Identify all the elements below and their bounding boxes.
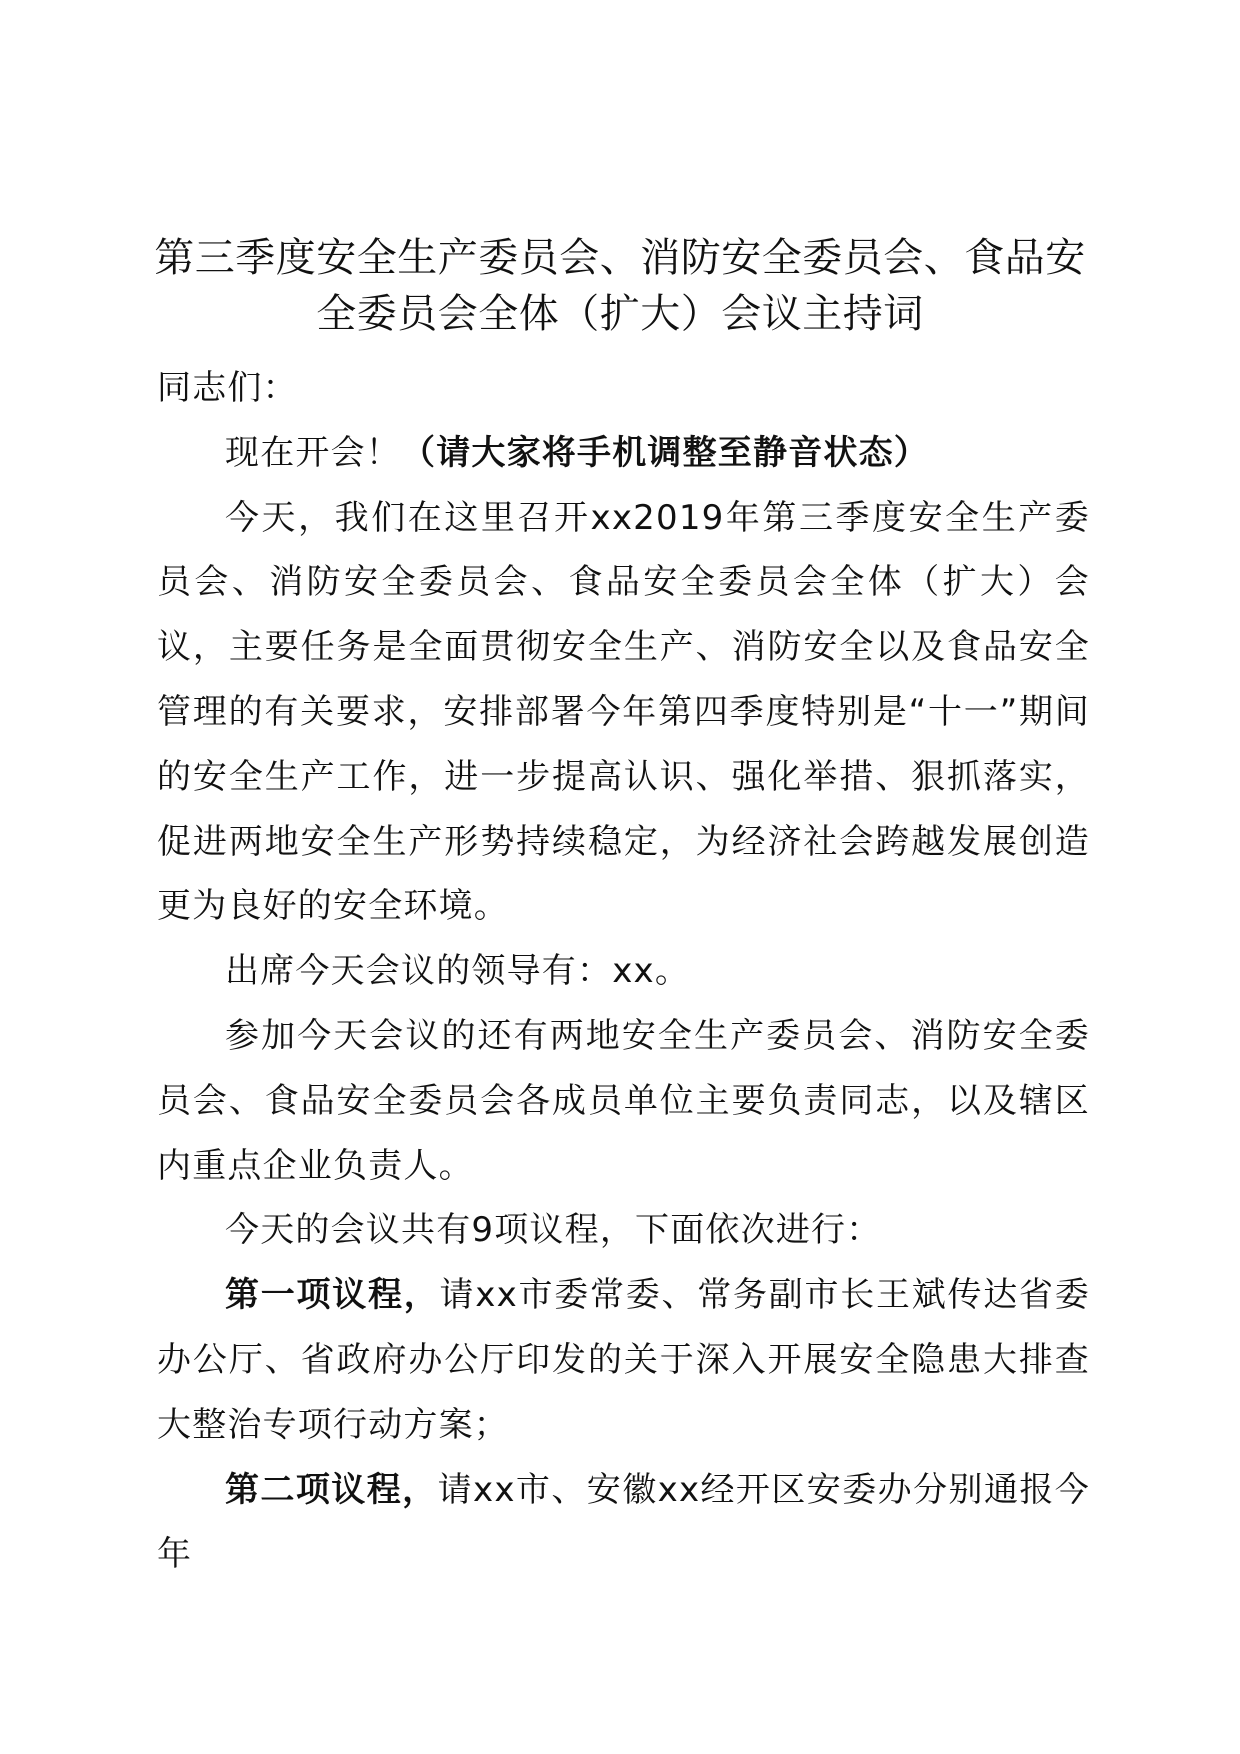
paragraph-open-meeting — [157, 421, 1090, 486]
phone-silent-notice: （请大家将手机调整至静音状态） — [401, 432, 929, 473]
paragraph-agenda-item-1 — [157, 1263, 1090, 1457]
agenda-item-text: 请xx市委常委、常务副市长王斌传达省委办公厅、省政府办公厅印发的关于深入开展安全隐患大排查大整治专项行动方案； — [157, 1275, 1090, 1445]
agenda-item-text: 请xx市、安徽xx经开区安委办分别通报今年 — [157, 1469, 1091, 1575]
agenda-item-label: 第一项议程， — [225, 1275, 440, 1316]
paragraph-text: 今天，我们在这里召开xx2019年第三季度安全生产委员会、消防安全委员会、食品安全委员会全体（扩大）会议，主要任务是全面贯彻安全生产、消防安全以及食品安全管理的有关要求，安排部署今年第四季度特别是“十一”期间的安全生产工作，进一步提高认识、强化举措、狠抓落实，促进两地安全生产形势持续稳定，为经济社会跨越发展创造更为良好的安全环境。 — [157, 497, 1090, 927]
paragraph-text: 参加今天会议的还有两地安全生产委员会、消防安全委员会、食品安全委员会各成员单位主要负责同志，以及辖区内重点企业负责人。 — [157, 1015, 1090, 1186]
paragraph-text: 出席今天会议的领导有：xx。 — [225, 951, 691, 992]
document-body — [157, 356, 1090, 1587]
paragraph-agenda-intro — [157, 1198, 1090, 1263]
paragraph-participants — [157, 1004, 1090, 1198]
document-title: 第三季度安全生产委员会、消防安全委员会、食品安全委员会全体（扩大）会议主持词 — [154, 235, 1086, 337]
salutation: 同志们： — [157, 368, 298, 408]
paragraph-attending-leaders — [157, 939, 1090, 1004]
paragraph-meeting-purpose — [157, 486, 1090, 940]
paragraph-text: 今天的会议共有9项议程，下面依次进行： — [225, 1210, 882, 1251]
agenda-item-label: 第二项议程， — [225, 1469, 438, 1510]
paragraph-text: 现在开会！ — [225, 432, 401, 473]
paragraph-agenda-item-2 — [157, 1458, 1090, 1588]
